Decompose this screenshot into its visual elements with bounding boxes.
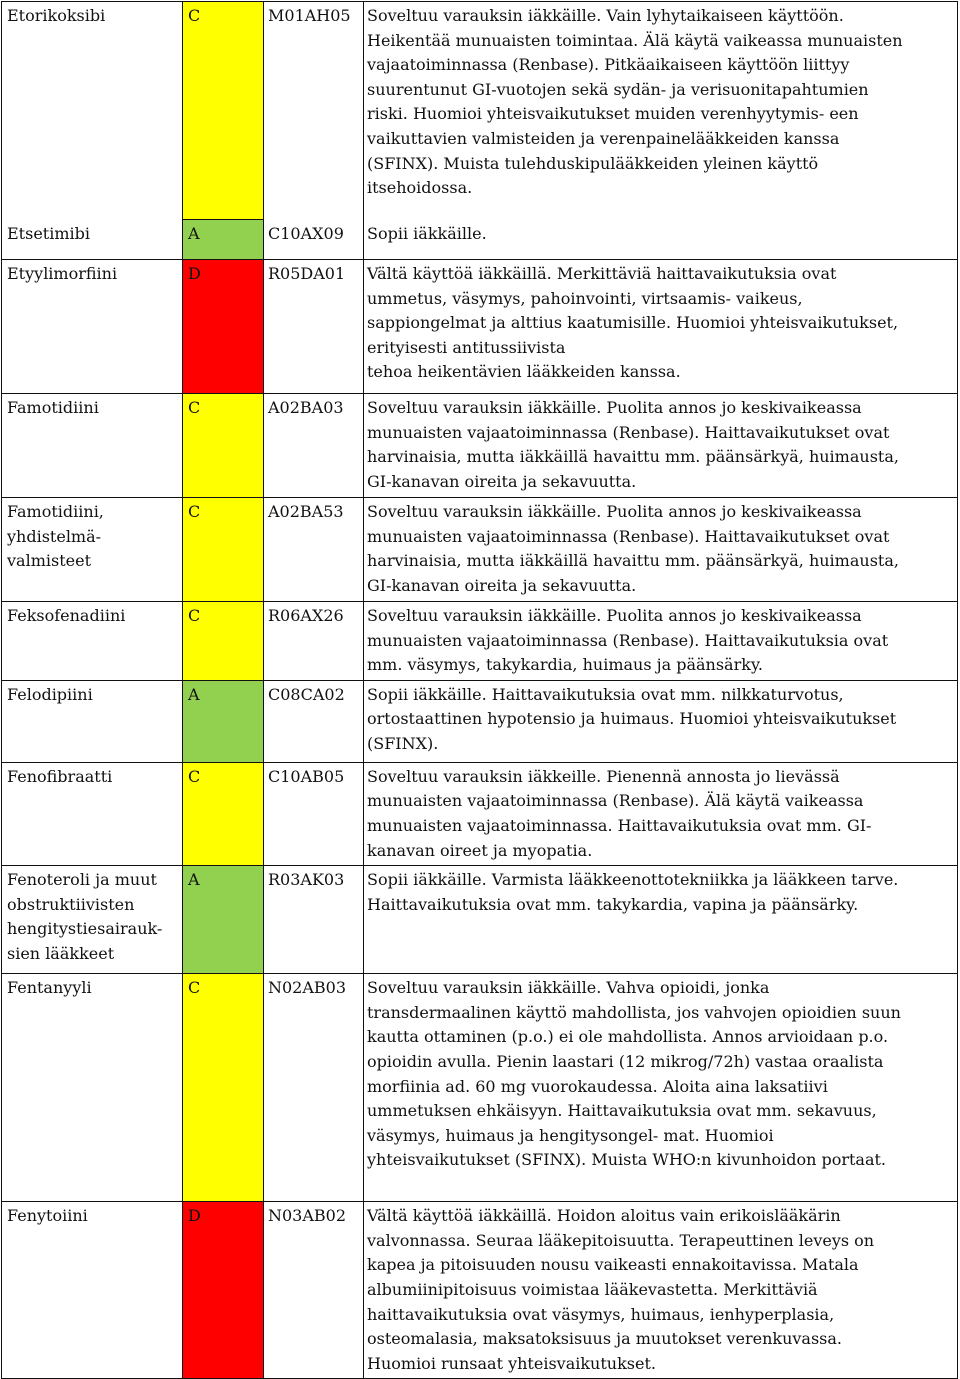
- atc-code: N03AB02: [268, 1206, 347, 1226]
- drug-name: Etyylimorfiini: [7, 264, 118, 283]
- class-letter: C: [188, 398, 201, 417]
- atc-code-cell: [264, 1202, 364, 1379]
- description-line: (SFINX). Muista tulehduskipulääkkeiden yleinen käyttö: [367, 153, 819, 173]
- class-letter: D: [188, 264, 201, 283]
- atc-code-cell: [264, 762, 364, 865]
- description-line: mm. väsymys, takykardia, huimaus ja päänsärky.: [367, 655, 763, 675]
- description-line: kanavan oireet ja myopatia.: [367, 840, 593, 860]
- description-line: tehoa heikentävien lääkkeiden kanssa.: [367, 362, 681, 382]
- atc-code: R06AX26: [268, 606, 344, 625]
- drug-name-line: valmisteet: [7, 551, 91, 571]
- description-cell: [364, 498, 958, 602]
- atc-code: N02AB03: [268, 978, 347, 998]
- class-A-cell: [183, 220, 264, 260]
- class-letter: A: [188, 684, 200, 704]
- atc-code-cell: [264, 680, 364, 762]
- description-line: Sopii iäkkäille.: [367, 224, 487, 243]
- atc-code: A02BA03: [268, 398, 344, 417]
- description-line: erityisesti antitussiivista: [367, 337, 566, 357]
- class-C-cell: [183, 974, 264, 1202]
- class-C-cell: [183, 498, 264, 602]
- table-row: [2, 394, 958, 498]
- description-line: morfiinia ad. 60 mg vuorokaudessa. Aloita aina laksatiivi: [367, 1076, 828, 1096]
- description-line: vajaatoiminnassa (Renbase). Pitkäaikaiseen käyttöön liittyy: [367, 55, 850, 75]
- description-line: munuaisten vajaatoiminnassa (Renbase). Haittavaikutuksia ovat: [367, 630, 889, 650]
- description-line: munuaisten vajaatoiminnassa (Renbase). Älä käytä vaikeassa: [367, 791, 864, 811]
- description-cell: [364, 602, 958, 681]
- description-line: munuaisten vajaatoiminnassa (Renbase). Haittavaikutukset ovat: [367, 422, 890, 442]
- description-line: (SFINX).: [367, 733, 439, 753]
- table-row: [2, 2, 958, 220]
- drug-name-line: yhdistelmä-: [7, 526, 102, 546]
- description-line: ummetus, väsymys, pahoinvointi, virtsaamis- vaikeus,: [367, 288, 803, 308]
- table-row: [2, 220, 958, 260]
- description-line: Soveltuu varauksin iäkkäille. Puolita annos jo keskivaikeassa: [367, 606, 862, 625]
- description-cell: [364, 974, 958, 1202]
- description-line: kapea ja pitoisuuden nousu vaikeasti ennakoitavissa. Matala: [367, 1255, 859, 1275]
- drug-name-line: Famotidiini,: [7, 502, 104, 521]
- drug-name-cell: [2, 2, 183, 220]
- atc-code: C10AB05: [268, 766, 345, 786]
- description-line: osteomalasia, maksatoksisuus ja muutokset verenkuvassa.: [367, 1329, 843, 1349]
- class-C-cell: [183, 2, 264, 220]
- description-line: Heikentää munuaisten toimintaa. Älä käytä vaikeassa munuaisten: [367, 30, 903, 50]
- class-letter: D: [188, 1206, 201, 1226]
- class-C-cell: [183, 762, 264, 865]
- table-row: [2, 680, 958, 762]
- table-row: [2, 866, 958, 974]
- class-letter: A: [188, 224, 200, 243]
- drug-name-line: sien lääkkeet: [7, 943, 115, 963]
- description-line: albumiinipitoisuus voimistaa lääkevastetta. Merkittäviä: [367, 1279, 818, 1299]
- description-line: sappiongelmat ja alttius kaatumisille. Huomioi yhteisvaikutukset,: [367, 313, 899, 333]
- drug-name: Etorikoksibi: [7, 6, 106, 25]
- atc-code-cell: [264, 220, 364, 260]
- table-row: [2, 260, 958, 394]
- class-letter: C: [188, 6, 201, 25]
- class-C-cell: [183, 394, 264, 498]
- atc-code: R05DA01: [268, 264, 346, 283]
- description-line: haittavaikutuksia ovat väsymys, huimaus, ienhyperplasia,: [367, 1304, 835, 1324]
- description-line: GI-kanavan oireita ja sekavuutta.: [367, 575, 637, 595]
- atc-code-cell: [264, 498, 364, 602]
- drug-name: Fentanyyli: [7, 978, 92, 998]
- atc-code: R03AK03: [268, 870, 345, 890]
- drug-name-cell: [2, 680, 183, 762]
- description-line: Huomioi runsaat yhteisvaikutukset.: [367, 1353, 656, 1373]
- description-cell: [364, 1202, 958, 1379]
- description-cell: [364, 762, 958, 865]
- drug-name-cell: [2, 394, 183, 498]
- description-cell: [364, 260, 958, 394]
- description-line: Soveltuu varauksin iäkkäille. Puolita annos jo keskivaikeassa: [367, 398, 862, 417]
- description-line: GI-kanavan oireita ja sekavuutta.: [367, 471, 637, 491]
- description-line: väsymys, huimaus ja hengitysongel- mat. Huomioi: [367, 1125, 774, 1145]
- atc-code-cell: [264, 260, 364, 394]
- description-line: munuaisten vajaatoiminnassa (Renbase). Haittavaikutukset ovat: [367, 526, 890, 546]
- drug-name-cell: [2, 498, 183, 602]
- description-line: transdermaalinen käyttö mahdollista, jos vahvojen opioidien suun: [367, 1002, 901, 1022]
- class-letter: A: [188, 870, 200, 890]
- description-line: ortostaattinen hypotensio ja huimaus. Huomioi yhteisvaikutukset: [367, 709, 897, 729]
- class-letter: C: [188, 766, 201, 786]
- class-D-cell: [183, 260, 264, 394]
- description-line: vaikuttavien valmisteiden ja verenpainelääkkeiden kanssa: [367, 128, 840, 148]
- description-line: Soveltuu varauksin iäkkeille. Pienennä annosta jo lievässä: [367, 766, 840, 786]
- description-line: opioidin avulla. Pienin laastari (12 mikrog/72h) vastaa oraalista: [367, 1051, 884, 1071]
- drug-name-line: hengitystiesairauk-: [7, 919, 163, 939]
- description-line: Soveltuu varauksin iäkkäille. Puolita annos jo keskivaikeassa: [367, 502, 862, 521]
- description-line: riski. Huomioi yhteisvaikutukset muiden verenhyytymis- een: [367, 104, 859, 124]
- atc-code-cell: [264, 866, 364, 974]
- class-letter: C: [188, 978, 201, 998]
- description-line: harvinaisia, mutta iäkkäillä havaittu mm. päänsärkyä, huimausta,: [367, 447, 899, 467]
- drug-name-cell: [2, 260, 183, 394]
- drug-name-cell: [2, 974, 183, 1202]
- description-line: suurentunut GI-vuotojen sekä sydän- ja verisuonitapahtumien: [367, 79, 869, 99]
- atc-code-cell: [264, 602, 364, 681]
- description-line: yhteisvaikutukset (SFINX). Muista WHO:n kivunhoidon portaat.: [367, 1150, 887, 1170]
- table-row: [2, 762, 958, 865]
- drug-name-cell: [2, 220, 183, 260]
- drug-name: Felodipiini: [7, 684, 93, 704]
- atc-code: M01AH05: [268, 6, 351, 25]
- drug-name-cell: [2, 602, 183, 681]
- class-letter: C: [188, 606, 201, 625]
- drug-classification-table: [1, 1, 958, 1379]
- atc-code: C08CA02: [268, 684, 345, 704]
- table-row: [2, 974, 958, 1202]
- drug-name: Etsetimibi: [7, 224, 90, 243]
- class-letter: C: [188, 502, 201, 521]
- drug-name-line: obstruktiivisten: [7, 894, 135, 914]
- description-cell: [364, 866, 958, 974]
- description-line: valvonnassa. Seuraa lääkepitoisuutta. Terapeuttinen leveys on: [367, 1230, 875, 1250]
- description-line: Haittavaikutuksia ovat mm. takykardia, vapina ja päänsärky.: [367, 894, 859, 914]
- atc-code-cell: [264, 394, 364, 498]
- description-line: kautta ottaminen (p.o.) ei ole mahdollista. Annos arvioidaan p.o.: [367, 1027, 889, 1047]
- drug-name-cell: [2, 762, 183, 865]
- table-row: [2, 602, 958, 681]
- drug-name: Famotidiini: [7, 398, 99, 417]
- drug-name-line: Fenoteroli ja muut: [7, 870, 157, 890]
- description-line: Soveltuu varauksin iäkkäille. Vain lyhytaikaiseen käyttöön.: [367, 6, 844, 25]
- description-cell: [364, 220, 958, 260]
- class-A-cell: [183, 866, 264, 974]
- class-A-cell: [183, 680, 264, 762]
- description-line: Soveltuu varauksin iäkkäille. Vahva opioidi, jonka: [367, 978, 770, 998]
- description-line: itsehoidossa.: [367, 178, 473, 198]
- description-line: ummetuksen ehkäisyyn. Haittavaikutuksia ovat mm. sekavuus,: [367, 1101, 877, 1121]
- description-line: harvinaisia, mutta iäkkäillä havaittu mm. päänsärkyä, huimausta,: [367, 551, 899, 571]
- table-body: [2, 2, 958, 1379]
- atc-code-cell: [264, 2, 364, 220]
- description-line: Vältä käyttöä iäkkäillä. Merkittäviä haittavaikutuksia ovat: [367, 264, 837, 283]
- description-cell: [364, 2, 958, 220]
- class-D-cell: [183, 1202, 264, 1379]
- table-row: [2, 1202, 958, 1379]
- atc-code: C10AX09: [268, 224, 344, 243]
- drug-name-cell: [2, 866, 183, 974]
- atc-code: A02BA53: [268, 502, 344, 521]
- class-C-cell: [183, 602, 264, 681]
- description-line: Sopii iäkkäille. Haittavaikutuksia ovat mm. nilkkaturvotus,: [367, 684, 844, 704]
- drug-name-cell: [2, 1202, 183, 1379]
- table-row: [2, 498, 958, 602]
- description-line: Vältä käyttöä iäkkäillä. Hoidon aloitus vain erikoislääkärin: [367, 1206, 841, 1226]
- description-line: munuaisten vajaatoiminnassa. Haittavaikutuksia ovat mm. GI-: [367, 815, 872, 835]
- drug-name: Fenytoiini: [7, 1206, 88, 1226]
- atc-code-cell: [264, 974, 364, 1202]
- drug-name: Fenofibraatti: [7, 766, 113, 786]
- description-cell: [364, 394, 958, 498]
- description-line: Sopii iäkkäille. Varmista lääkkeenottotekniikka ja lääkkeen tarve.: [367, 870, 899, 890]
- drug-name: Feksofenadiini: [7, 606, 126, 625]
- description-cell: [364, 680, 958, 762]
